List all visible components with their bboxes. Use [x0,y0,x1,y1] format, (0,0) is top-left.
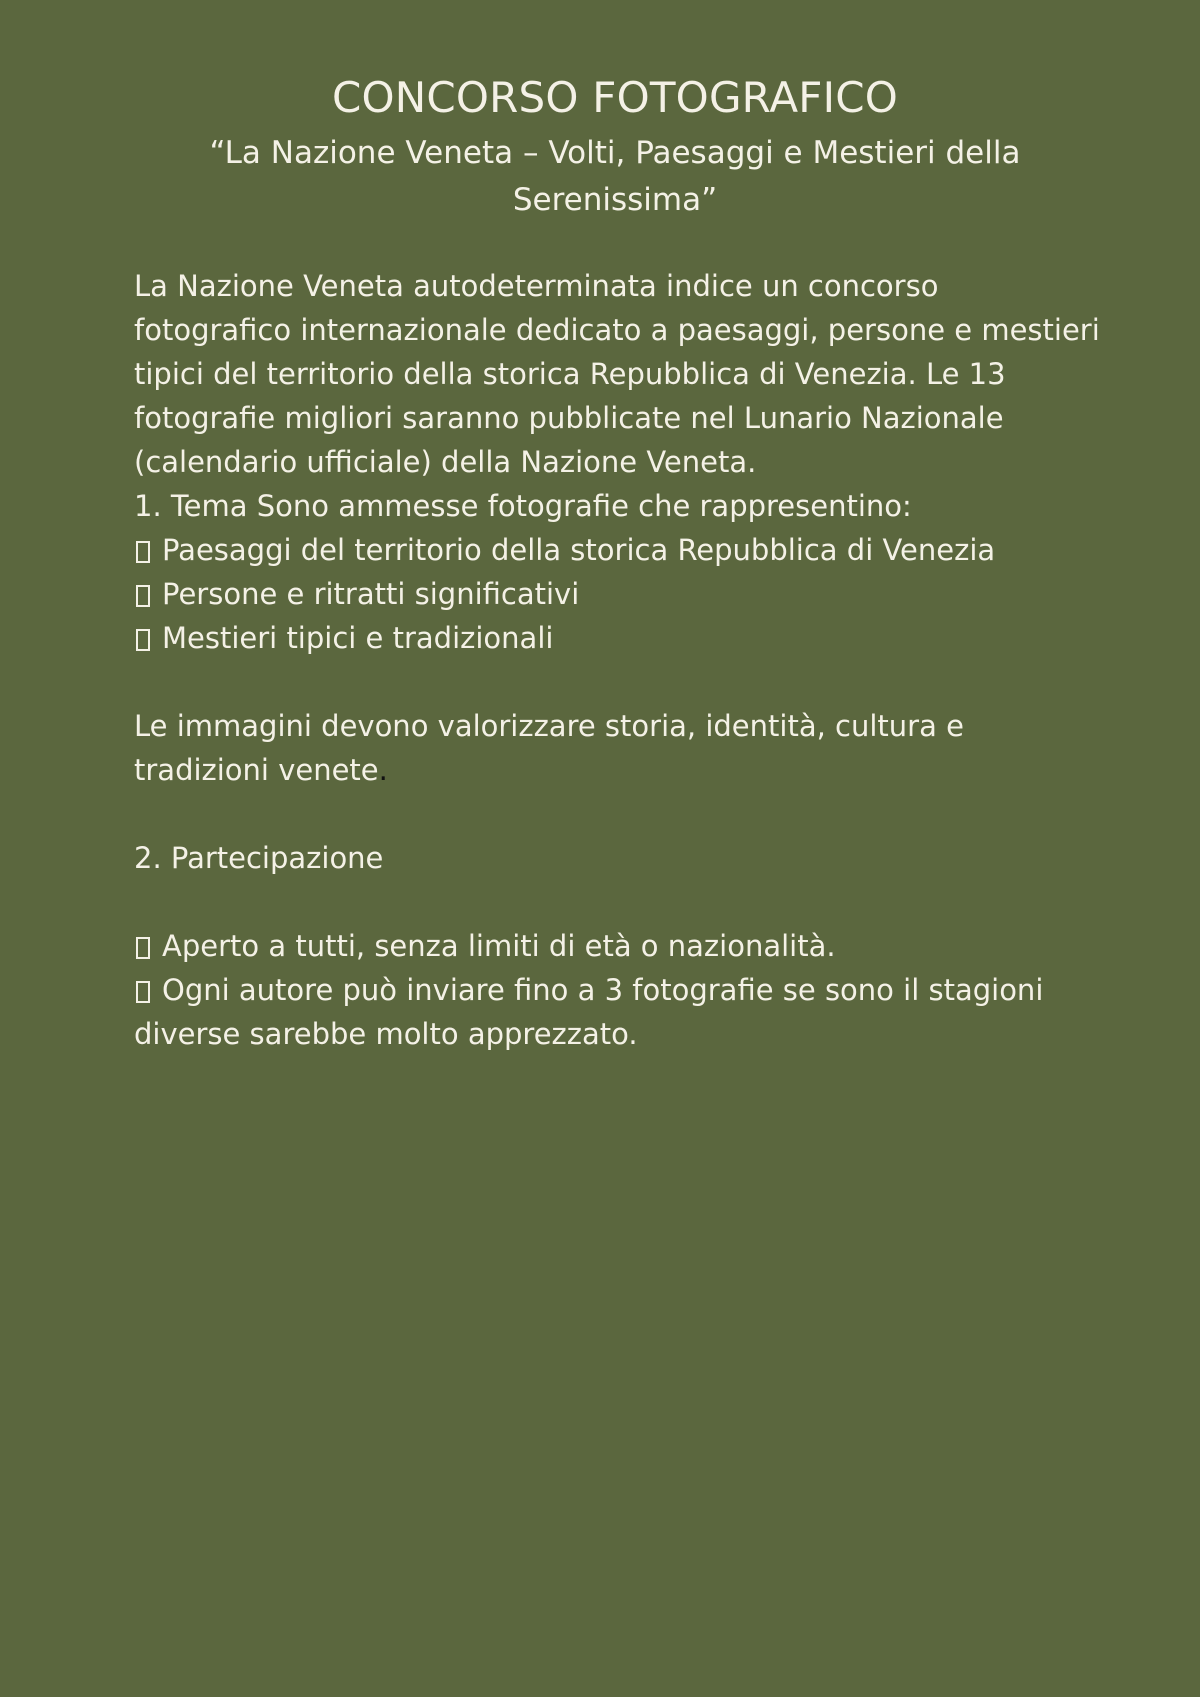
section-heading-tema: 1. Tema Sono ammesse fotografie che rappresentino: [134,489,912,523]
theme-list-item [134,572,1134,616]
bullet-square-icon [136,541,150,563]
bullet-square-icon [136,585,150,607]
bullet-square-icon [136,981,150,1003]
theme-list-item [134,616,1134,660]
values-line-2 [134,748,1134,792]
values-line-2-text: tradizioni venete [134,753,379,787]
participation-continuation: diverse sarebbe molto apprezzato. [134,1017,638,1051]
participation-item-open: Aperto a tutti, senza limiti di età o nazionalità. [162,929,836,963]
announcement-body [134,264,1134,1056]
participation-item-limit: Ogni autore può inviare fino a 3 fotografie se sono il stagioni [162,973,1044,1007]
values-line-1: Le immagini devono valorizzare storia, identità, cultura e [134,709,964,743]
participation-list-item [134,968,1134,1012]
page-title: CONCORSO FOTOGRAFICO [331,73,899,122]
blank-line [134,880,1134,924]
values-line-2-period: . [378,753,388,787]
subtitle-line-2: Serenissima” [512,182,718,218]
intro-line-2: fotografico internazionale dedicato a paesaggi, persone e mestieri [134,313,1100,347]
participation-list-item [134,924,1134,968]
section-heading-partecipazione: 2. Partecipazione [134,841,384,875]
blank-line [134,660,1134,704]
theme-item-people: Persone e ritratti significativi [162,577,580,611]
theme-item-landscapes: Paesaggi del territorio della storica Repubblica di Venezia [162,533,996,567]
blank-line [134,792,1134,836]
page-subtitle [0,130,1200,224]
intro-line-4: fotografie migliori saranno pubblicate nel Lunario Nazionale [134,401,1004,435]
theme-item-crafts: Mestieri tipici e tradizionali [162,621,554,655]
intro-line-1: La Nazione Veneta autodeterminata indice un concorso [134,269,939,303]
bullet-square-icon [136,629,150,651]
bullet-square-icon [136,937,150,959]
intro-line-5: (calendario ufficiale) della Nazione Veneta. [134,445,757,479]
subtitle-line-1: “La Nazione Veneta – Volti, Paesaggi e Mestieri della [209,135,1021,171]
theme-list-item [134,528,1134,572]
intro-line-3: tipici del territorio della storica Repubblica di Venezia. Le 13 [134,357,1006,391]
